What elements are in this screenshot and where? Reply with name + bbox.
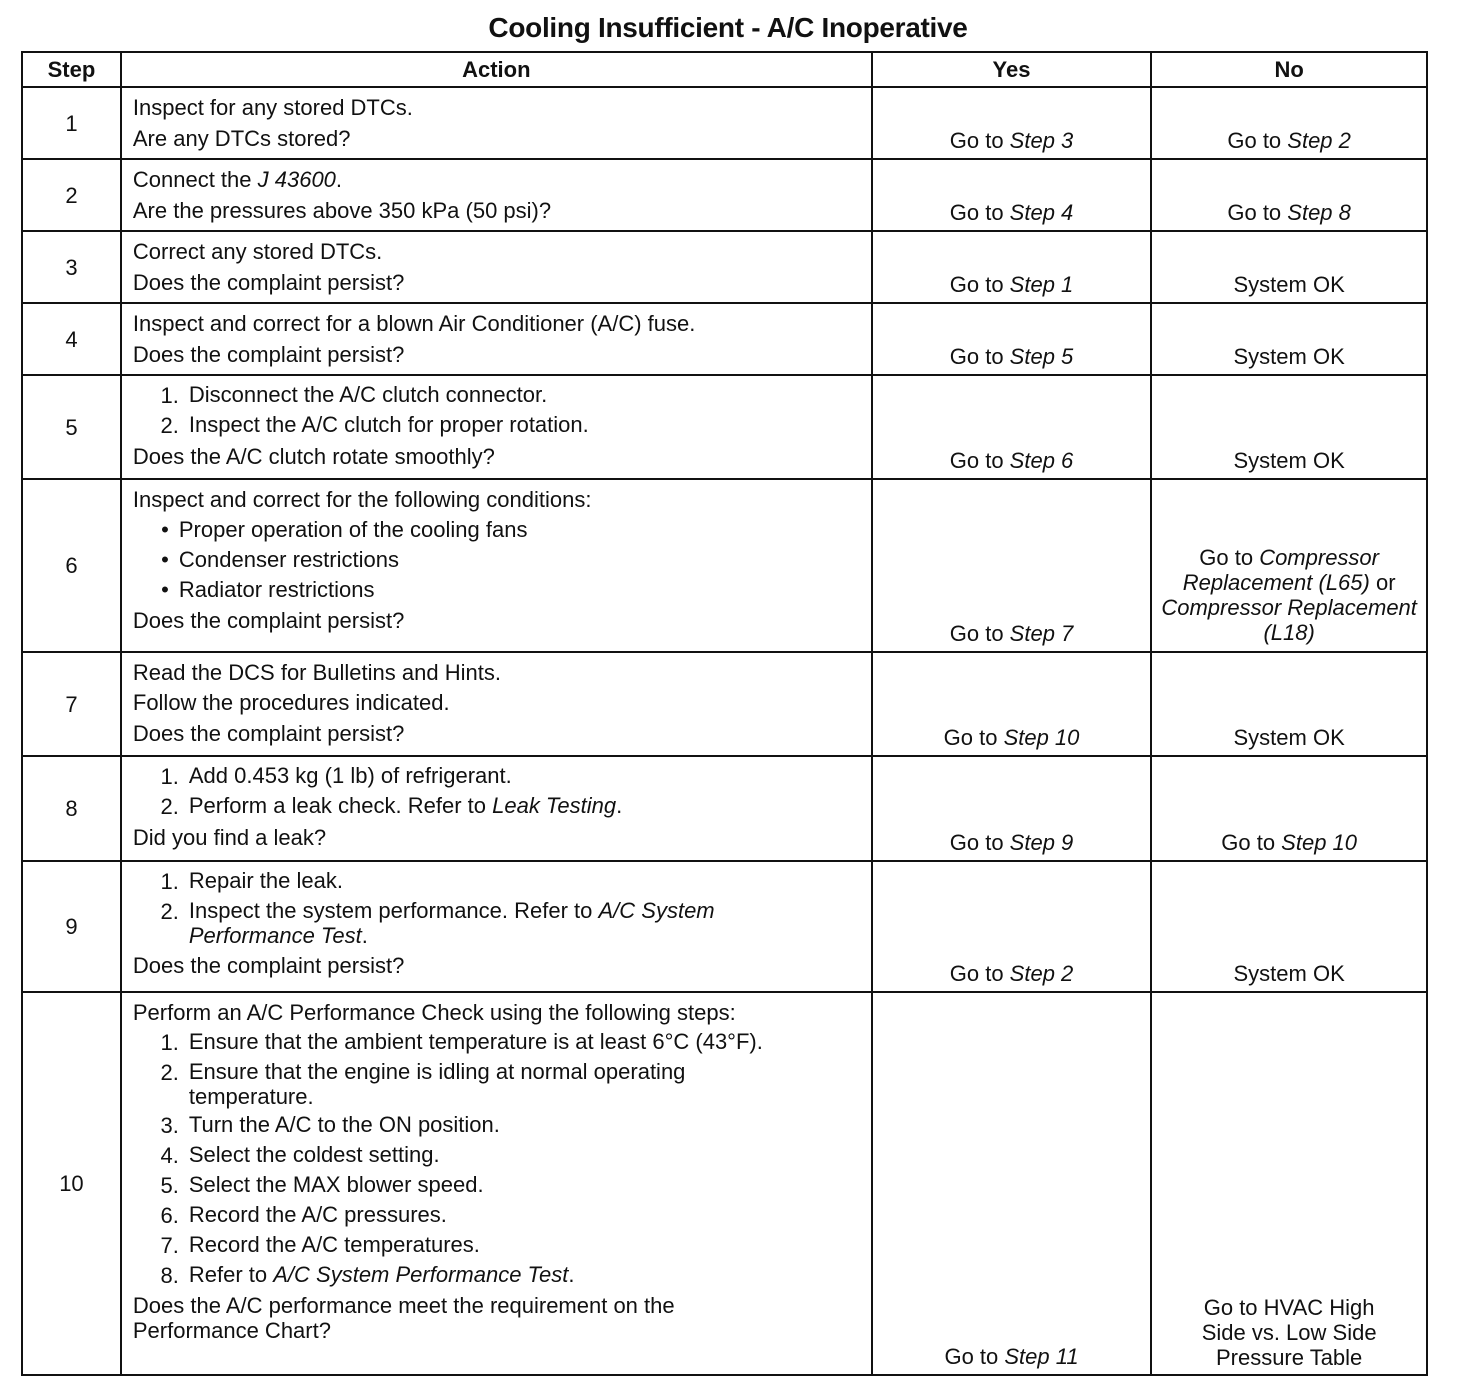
numbered-list xyxy=(133,382,861,439)
list-item: 5. Select the MAX blower speed. xyxy=(160,1172,484,1198)
yes-cell xyxy=(872,479,1151,652)
yes-cell xyxy=(872,375,1151,479)
action-question: Does the complaint persist? xyxy=(132,270,405,295)
action-prefix: Connect the xyxy=(132,167,258,192)
yes-prefix: Go to xyxy=(949,621,1010,646)
step-number: 5 xyxy=(22,375,121,479)
no-or: or xyxy=(1369,569,1396,595)
action-cell xyxy=(121,303,872,375)
performance-test-link[interactable]: A/C System Performance Test xyxy=(188,898,715,948)
list-item: 4. Select the coldest setting. xyxy=(160,1142,440,1168)
action-text: Inspect and correct for a blown Air Conditioner (A/C) fuse. xyxy=(132,311,696,336)
list-item: 2. Ensure that the engine is idling at normal operating temperature. xyxy=(160,1059,686,1109)
table-row xyxy=(22,479,1427,652)
list-item: 1. Disconnect the A/C clutch connector. xyxy=(160,382,548,408)
no-cell: System OK xyxy=(1151,375,1427,479)
action-cell xyxy=(121,479,872,652)
yes-prefix: Go to xyxy=(943,725,1004,750)
yes-cell xyxy=(872,861,1151,992)
action-question: Does the complaint persist? xyxy=(132,342,405,367)
header-yes: Yes xyxy=(872,52,1151,87)
action-text: Read the DCS for Bulletins and Hints. xyxy=(132,660,501,685)
yes-prefix: Go to xyxy=(949,830,1010,855)
yes-prefix: Go to xyxy=(949,200,1010,225)
action-question: Did you find a leak? xyxy=(132,825,327,850)
no-cell: System OK xyxy=(1151,303,1427,375)
no-cell xyxy=(1151,87,1427,159)
action-cell xyxy=(121,756,872,861)
list-item: 8. Refer to A/C System Performance Test. xyxy=(160,1262,575,1288)
yes-prefix: Go to xyxy=(949,961,1010,986)
step-number: 10 xyxy=(22,992,121,1375)
step-number: 6 xyxy=(22,479,121,652)
step-number: 8 xyxy=(22,756,121,861)
list-item: 1. Ensure that the ambient temperature is at least 6°C (43°F). xyxy=(160,1029,763,1055)
action-question: Does the complaint persist? xyxy=(132,721,405,746)
list-item: 1. Repair the leak. xyxy=(160,868,343,894)
action-cell xyxy=(121,159,872,231)
action-cell xyxy=(121,992,872,1375)
numbered-list xyxy=(133,868,861,948)
page-title: Cooling Insufficient - A/C Inoperative xyxy=(488,12,968,43)
yes-prefix: Go to xyxy=(949,448,1010,473)
diagnostic-table xyxy=(21,51,1428,1376)
yes-cell xyxy=(872,159,1151,231)
numbered-list xyxy=(133,763,861,820)
yes-step-link[interactable]: Step 9 xyxy=(1009,830,1074,855)
list-item: • Radiator restrictions xyxy=(161,577,375,602)
table-row xyxy=(22,756,1427,861)
yes-cell xyxy=(872,992,1151,1375)
leak-testing-link[interactable]: Leak Testing xyxy=(492,793,617,818)
step-number: 4 xyxy=(22,303,121,375)
table-row xyxy=(22,652,1427,756)
list-item: 7. Record the A/C temperatures. xyxy=(160,1232,480,1258)
bullet-list xyxy=(133,516,861,603)
yes-step-link[interactable]: Step 6 xyxy=(1009,448,1074,473)
list-item: • Condenser restrictions xyxy=(161,547,399,572)
performance-test-link[interactable]: A/C System Performance Test xyxy=(273,1262,569,1287)
yes-step-link[interactable]: Step 10 xyxy=(1003,725,1080,750)
step-number: 9 xyxy=(22,861,121,992)
action-cell xyxy=(121,231,872,303)
header-no: No xyxy=(1151,52,1427,87)
no-cell: Go to HVAC High Side vs. Low Side Pressure Table xyxy=(1151,992,1427,1375)
list-item: 6. Record the A/C pressures. xyxy=(160,1202,447,1228)
no-step-link[interactable]: Step 2 xyxy=(1287,128,1351,153)
no-cell: System OK xyxy=(1151,231,1427,303)
action-question: Does the complaint persist? xyxy=(132,953,405,978)
action-cell xyxy=(121,375,872,479)
yes-cell xyxy=(872,231,1151,303)
no-prefix: Go to xyxy=(1227,200,1288,225)
list-item: 3. Turn the A/C to the ON position. xyxy=(160,1112,500,1138)
action-text: Inspect for any stored DTCs. xyxy=(132,95,413,120)
action-text: Follow the procedures indicated. xyxy=(132,690,450,715)
yes-cell xyxy=(872,303,1151,375)
yes-step-link[interactable]: Step 2 xyxy=(1009,961,1074,986)
no-cell xyxy=(1151,756,1427,861)
action-text: Inspect and correct for the following conditions: xyxy=(132,487,592,512)
list-item: 1. Add 0.453 kg (1 lb) of refrigerant. xyxy=(160,763,512,789)
step-number: 2 xyxy=(22,159,121,231)
action-cell xyxy=(121,87,872,159)
action-text: Correct any stored DTCs. xyxy=(132,239,383,264)
list-item: 2. Inspect the system performance. Refer to A/C System Performance Test. xyxy=(160,898,715,948)
numbered-list xyxy=(133,1029,861,1289)
action-question: Are any DTCs stored? xyxy=(132,126,351,151)
no-prefix: Go to xyxy=(1199,544,1260,570)
table-row xyxy=(22,231,1427,303)
step-number: 7 xyxy=(22,652,121,756)
list-item: 2. Inspect the A/C clutch for proper rotation. xyxy=(160,412,589,438)
yes-cell xyxy=(872,652,1151,756)
action-cell xyxy=(121,861,872,992)
action-text: Perform an A/C Performance Check using the following steps: xyxy=(132,1000,736,1025)
yes-prefix: Go to xyxy=(949,272,1010,297)
tool-reference: J 43600 xyxy=(257,167,336,192)
yes-prefix: Go to xyxy=(944,1344,1005,1369)
yes-step-link[interactable]: Step 11 xyxy=(1004,1344,1079,1369)
no-step-link[interactable]: Step 8 xyxy=(1287,200,1351,225)
table-row xyxy=(22,861,1427,992)
yes-cell xyxy=(872,756,1151,861)
list-item: • Proper operation of the cooling fans xyxy=(161,517,528,542)
action-cell xyxy=(121,652,872,756)
yes-cell xyxy=(872,87,1151,159)
table-row xyxy=(22,87,1427,159)
no-prefix: Go to xyxy=(1221,830,1282,855)
action-question: Does the A/C clutch rotate smoothly? xyxy=(132,444,495,469)
header-action: Action xyxy=(121,52,872,87)
action-question: Does the complaint persist? xyxy=(132,608,405,633)
header-row xyxy=(22,52,1427,87)
table-row xyxy=(22,375,1427,479)
no-step-link[interactable]: Step 10 xyxy=(1281,830,1358,855)
table-row xyxy=(22,992,1427,1375)
yes-step-link[interactable]: Step 5 xyxy=(1009,344,1074,369)
yes-prefix: Go to xyxy=(949,344,1010,369)
yes-step-link[interactable]: Step 1 xyxy=(1009,272,1074,297)
action-text xyxy=(133,166,861,193)
no-cell: System OK xyxy=(1151,652,1427,756)
list-item: 2. Perform a leak check. Refer to Leak Testing. xyxy=(160,793,623,819)
no-cell: System OK xyxy=(1151,861,1427,992)
step-number: 3 xyxy=(22,231,121,303)
no-cell xyxy=(1151,479,1427,652)
header-step: Step xyxy=(22,52,121,87)
yes-step-link[interactable]: Step 7 xyxy=(1009,621,1074,646)
action-question: Does the A/C performance meet the requirement on the Performance Chart? xyxy=(132,1293,675,1343)
table-row xyxy=(22,303,1427,375)
yes-step-link[interactable]: Step 4 xyxy=(1009,200,1074,225)
yes-step-link[interactable]: Step 3 xyxy=(1009,128,1074,153)
step-number: 1 xyxy=(22,87,121,159)
compressor-l18-link[interactable]: Compressor Replacement (L18) xyxy=(1161,594,1417,645)
action-question: Are the pressures above 350 kPa (50 psi)? xyxy=(132,198,552,223)
table-row xyxy=(22,159,1427,231)
yes-prefix: Go to xyxy=(949,128,1010,153)
no-cell xyxy=(1151,159,1427,231)
no-prefix: Go to xyxy=(1227,128,1288,153)
action-suffix: . xyxy=(335,167,343,192)
compressor-l65-link[interactable]: Compressor Replacement (L65) xyxy=(1182,544,1379,595)
